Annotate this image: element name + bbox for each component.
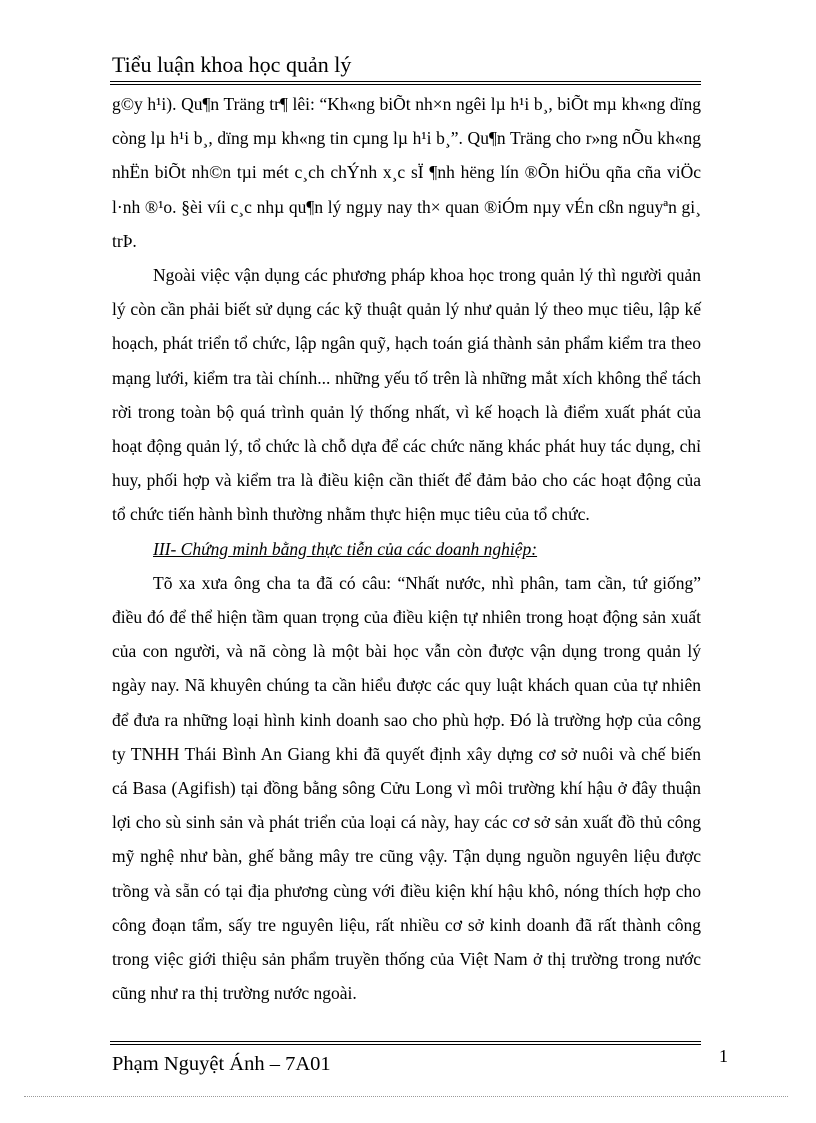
footer-rule-bottom [110,1044,701,1045]
paragraph-2: Ngoài việc vận dụng các phương pháp khoa học trong quản lý thì người quản lý còn cần phải biết sử dụng các kỹ thuật quản lý như quản lý theo mục tiêu, lập kế hoạch, phát triển tổ chức, lập ngân quỹ, hạch toán giá thành sản phẩm kiểm tra theo mạng lưới, kiểm tra tài chính... những yếu tố trên là những mắt xích không thể tách rời trong toàn bộ quá trình quản lý thống nhất, vì kế hoạch là điểm xuất phát của hoạt động quản lý, tổ chức là chỗ dựa để các chức năng khác phát huy tác dụng, chỉ huy, phối hợp và kiểm tra là điều kiện cần thiết để đảm bảo cho các hoạt động của tổ chức tiến hành bình thường nhằm thực hiện mục tiêu của tổ chức. [112,265,701,525]
paragraph-1: g©y h¹i). Qu¶n Träng tr¶ lêi: “Kh«ng biÕt nh×n ngêi lµ h¹i b¸, biÕt mµ kh«ng dïng còng lµ h¹i b¸, dïng mµ kh«ng tin cµng lµ h¹i b¸”. Qu¶n Träng cho r»ng nÕu kh«ng nhËn biÕt nh©n tµi mét c¸ch chÝnh x¸c sÏ ¶nh hëng lín ®Õn hiÖu qña cña viÖc l·nh ®¹o. §èi víi c¸c nhµ qu¶n lý ngµy nay th× quan ®iÓm nµy vÉn cßn nguyªn gi¸ trÞ. [112,94,701,251]
paragraph-3: Tõ xa xưa ông cha ta đã có câu: “Nhất nước, nhì phân, tam cần, tứ giống” điều đó để thể hiện tầm quan trọng của điều kiện tự nhiên trong hoạt động sản xuất của con người, và nã còng là một bài học vẫn còn được vận dụng trong quản lý ngày nay. Nã khuyên chúng ta cần hiểu được các quy luật khách quan của tự nhiên để đưa ra những loại hình kinh doanh sao cho phù hợp. Đó là trường hợp của công ty TNHH Thái Bình An Giang khi đã quyết định xây dựng cơ sở nuôi và chế biến cá Basa (Agifish) tại đồng bằng sông Cửu Long vì môi trường khí hậu ở đây thuận lợi cho sù sinh sản và phát triển của loại cá này, hay các cơ sở sản xuất đồ thủ công mỹ nghệ như bàn, ghế bằng mây tre cũng vậy. Tận dụng nguồn nguyên liệu được trồng và sẵn có tại địa phương cùng với điều kiện khí hậu khô, nóng thích hợp cho công đoạn tẩm, sấy tre nguyên liệu, rất nhiều cơ sở kinh doanh đã rất thành công trong việc giới thiệu sản phẩm truyền thống của Việt Nam ở thị trường trong nước cũng như ra thị trường nước ngoài. [112,572,701,1004]
header-rule-bottom [110,84,701,85]
page-number: 1 [719,1046,728,1066]
body-text [112,87,701,1010]
header-title: Tiểu luận khoa học quản lý [112,52,352,77]
footer-author: Phạm Nguyệt Ánh – 7A01 [112,1053,331,1075]
page-bottom-dotted-line [24,1096,788,1097]
section-heading: III- Chứng minh bằng thực tiễn của các doanh nghiệp: [153,538,538,559]
footer-rule-top [110,1041,701,1042]
header-rule-top [110,81,701,82]
